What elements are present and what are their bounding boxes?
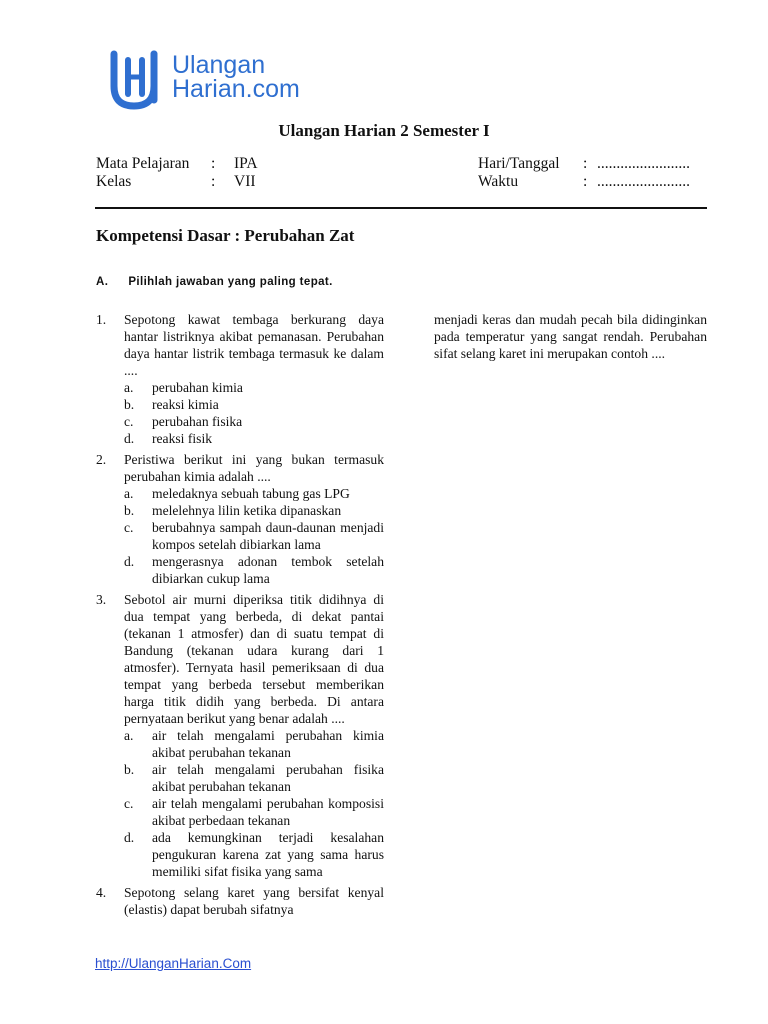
mapel-value: IPA <box>234 155 258 172</box>
option-text: melelehnya lilin ketika dipanaskan <box>152 503 342 518</box>
option-text: air telah mengalami perubahan komposisi akibat perbedaan tekanan <box>152 796 384 828</box>
option-letter: d. <box>124 431 135 446</box>
kelas-separator: : <box>211 173 216 190</box>
question-3 <box>96 591 384 727</box>
option-1d <box>124 430 384 447</box>
left-column <box>96 311 384 918</box>
option-text: perubahan fisika <box>152 414 243 429</box>
right-column <box>434 311 707 362</box>
logo-line1: Ulangan <box>172 51 266 79</box>
question-text: Sepotong kawat tembaga berkurang daya hantar listriknya akibat pemanasan. Perubahan daya hantar listrik tembaga termasuk ke dalam .... <box>124 312 384 378</box>
option-text: reaksi fisik <box>152 431 213 446</box>
option-letter: c. <box>124 414 134 429</box>
question-number: 3. <box>96 592 107 607</box>
option-1a <box>124 379 384 396</box>
uh-logo-icon <box>108 50 170 112</box>
option-letter: b. <box>124 762 135 777</box>
option-3b <box>124 761 384 795</box>
option-2d <box>124 553 384 587</box>
section-a-instruction: Pilihlah jawaban yang paling tepat. <box>128 276 333 288</box>
option-letter: b. <box>124 503 135 518</box>
option-2a <box>124 485 384 502</box>
site-logo <box>108 50 368 110</box>
section-a-letter: A. <box>96 276 109 288</box>
footer-link[interactable]: http://UlanganHarian.Com <box>95 956 252 971</box>
option-letter: c. <box>124 796 134 811</box>
hari-value: ........................ <box>597 155 690 172</box>
option-letter: d. <box>124 830 135 845</box>
question-4 <box>96 884 384 918</box>
divider <box>95 207 707 209</box>
option-2c <box>124 519 384 553</box>
question-2 <box>96 451 384 485</box>
option-letter: a. <box>124 486 134 501</box>
question-text: Peristiwa berikut ini yang bukan termasuk perubahan kimia adalah .... <box>124 452 384 484</box>
question-number: 2. <box>96 452 107 467</box>
waktu-label: Waktu <box>478 173 519 190</box>
option-text: mengerasnya adonan tembok setelah dibiarkan cukup lama <box>152 554 384 586</box>
kompetensi-dasar: Kompetensi Dasar : Perubahan Zat <box>96 226 355 245</box>
page-title: Ulangan Harian 2 Semester I <box>278 121 490 140</box>
option-text: perubahan kimia <box>152 380 243 395</box>
option-2b <box>124 502 384 519</box>
option-letter: c. <box>124 520 134 535</box>
option-text: ada kemungkinan terjadi kesalahan pengukuran karena zat yang sama harus memiliki sifat fisika yang sama <box>152 830 384 879</box>
option-text: reaksi kimia <box>152 397 219 412</box>
hari-label: Hari/Tanggal <box>478 155 560 172</box>
kelas-label: Kelas <box>96 173 132 190</box>
logo-line2: Harian.com <box>172 75 300 103</box>
option-1b <box>124 396 384 413</box>
option-letter: d. <box>124 554 135 569</box>
question-text: Sebotol air murni diperiksa titik didihnya di dua tempat yang berbeda, di dekat pantai (tekanan 1 atmosfer) dan di suatu tempat di Bandung (tekanan udara kurang dari 1 atmosfer). Ternyata hasil pemeriksaan di dua tempat yang berbeda tersebut memberikan harga titik didih yang berbeda. Di antara pernyataan berikut yang benar adalah .... <box>124 592 384 726</box>
option-3d <box>124 829 384 880</box>
option-text: air telah mengalami perubahan fisika akibat perubahan tekanan <box>152 762 384 794</box>
waktu-separator: : <box>583 173 588 190</box>
option-1c <box>124 413 384 430</box>
waktu-value: ........................ <box>597 173 690 190</box>
option-text: air telah mengalami perubahan kimia akibat perubahan tekanan <box>152 728 384 760</box>
section-a-heading <box>96 276 333 288</box>
hari-separator: : <box>583 155 588 172</box>
option-text: berubahnya sampah daun-daunan menjadi kompos setelah dibiarkan lama <box>152 520 384 552</box>
kelas-value: VII <box>234 173 256 190</box>
option-text: meledaknya sebuah tabung gas LPG <box>152 486 350 501</box>
question-1 <box>96 311 384 379</box>
option-letter: a. <box>124 380 134 395</box>
option-3a <box>124 727 384 761</box>
option-letter: b. <box>124 397 135 412</box>
mapel-label: Mata Pelajaran <box>96 155 190 172</box>
question-number: 4. <box>96 885 107 900</box>
question-4-continuation: menjadi keras dan mudah pecah bila didinginkan pada temperatur yang sangat rendah. Perubahan sifat selang karet ini merupakan contoh .... <box>434 312 707 361</box>
option-letter: a. <box>124 728 134 743</box>
question-number: 1. <box>96 312 107 327</box>
question-text: Sepotong selang karet yang bersifat kenyal (elastis) dapat berubah sifatnya <box>124 885 384 917</box>
option-3c <box>124 795 384 829</box>
mapel-separator: : <box>211 155 216 172</box>
